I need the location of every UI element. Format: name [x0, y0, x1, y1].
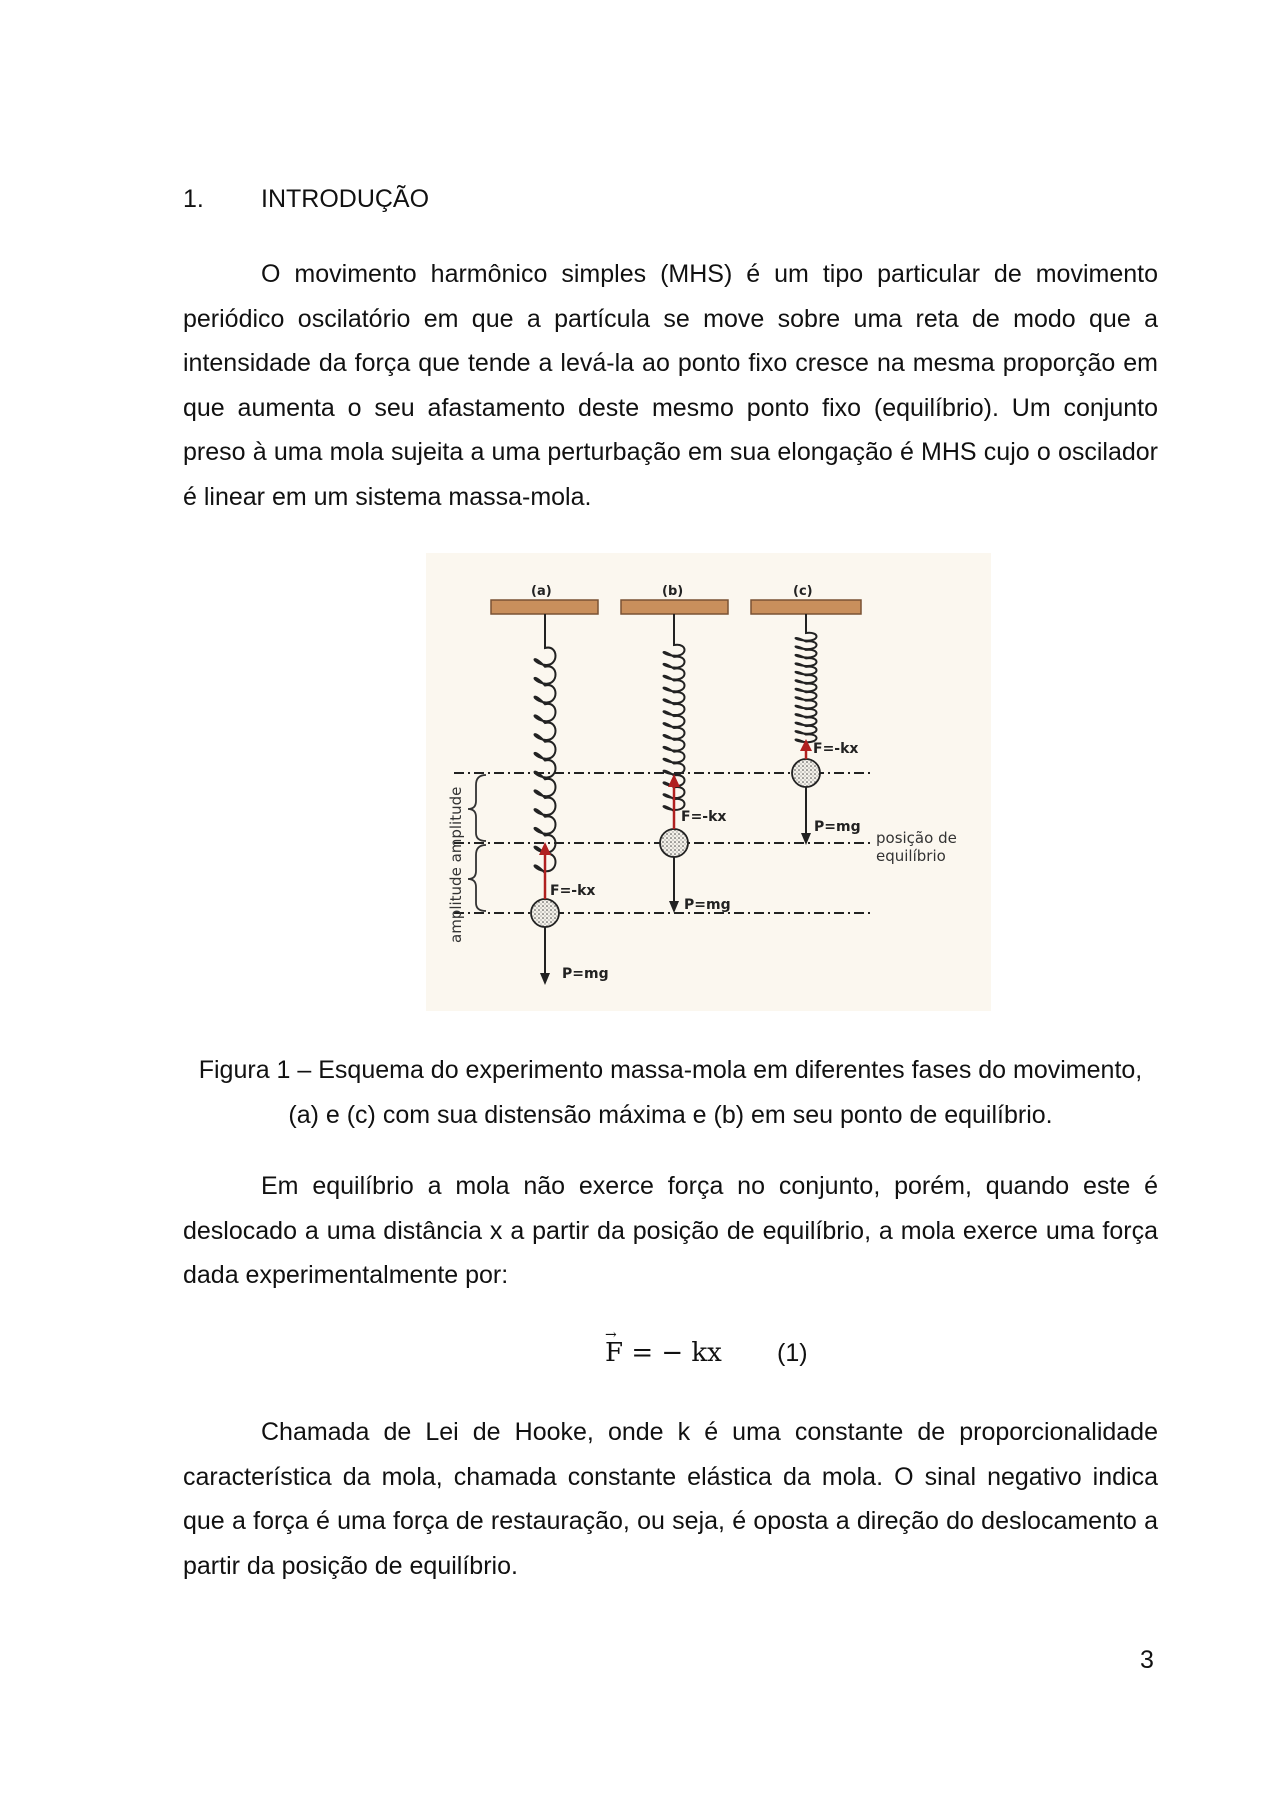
- intro-paragraph: O movimento harmônico simples (MHS) é um tipo particular de movimento periódico oscilatório em que a partícula se move sobre uma reta de modo que a intensidade da força que tende a levá-la ao ponto fixo cresce na mesma proporção em que aumenta o seu afastamento deste mesmo ponto fixo (equilíbrio). Um conjunto preso à uma mola sujeita a uma perturbação em sua elongação é MHS cujo o oscilador é linear em um sistema massa-mola.: [183, 260, 1158, 511]
- mass-c: [792, 759, 820, 787]
- weight-label-c: P=mg: [814, 819, 861, 835]
- weight-arrowhead-b: [669, 901, 679, 913]
- weight-label-b: P=mg: [684, 897, 731, 913]
- force-label-c: F=-kx: [813, 741, 859, 757]
- mass-a: [531, 899, 559, 927]
- hooke-equation: [605, 1335, 722, 1371]
- section-title: INTRODUÇÃO: [261, 185, 430, 213]
- force-vector-symbol: → F: [605, 1335, 623, 1371]
- force-label-b: F=-kx: [681, 809, 727, 825]
- equilibrium-paragraph: Em equilíbrio a mola não exerce força no conjunto, porém, quando este é deslocado a uma distância x a partir da posição de equilíbrio, a mola exerce uma força dada experimentalmente por:: [183, 1172, 1158, 1289]
- label-c: (c): [793, 584, 813, 599]
- amplitude-axis-label: amplitude amplitude: [447, 786, 465, 943]
- section-number: 1.: [183, 185, 204, 213]
- amplitude-brace-upper: [468, 775, 486, 841]
- page-number: 3: [1140, 1646, 1154, 1674]
- label-a: (a): [531, 584, 552, 599]
- section-heading: [183, 183, 429, 215]
- amplitude-brace-lower: [468, 845, 486, 911]
- equilibrium-label-line2: equilíbrio: [876, 847, 946, 865]
- figure-caption: Figura 1 – Esquema do experimento massa-mola em diferentes fases do movimento, (a) e (c) com sua distensão máxima e (b) em seu ponto de equilíbrio.: [198, 1056, 1143, 1129]
- spring-mass-diagram: [426, 553, 991, 1011]
- weight-label-a: P=mg: [562, 966, 609, 982]
- spring-mass-figure: [426, 553, 991, 1011]
- label-b: (b): [662, 584, 684, 599]
- equilibrium-label-line1: posição de: [876, 829, 957, 847]
- spring-c: [796, 614, 817, 759]
- force-label-a: F=-kx: [550, 883, 596, 899]
- ceiling-b: [621, 600, 728, 614]
- equation-rhs: = − kx: [631, 1338, 722, 1368]
- ceiling-c: [751, 600, 861, 614]
- mass-b: [660, 829, 688, 857]
- equation-number: (1): [777, 1339, 808, 1367]
- ceiling-a: [491, 600, 598, 614]
- hooke-paragraph: Chamada de Lei de Hooke, onde k é uma constante de proporcionalidade característica da mola, chamada constante elástica da mola. O sinal negativo indica que a força é uma força de restauração, ou seja, é oposta a direção do deslocamento a partir da posição de equilíbrio.: [183, 1418, 1158, 1580]
- weight-arrowhead-a: [540, 973, 550, 985]
